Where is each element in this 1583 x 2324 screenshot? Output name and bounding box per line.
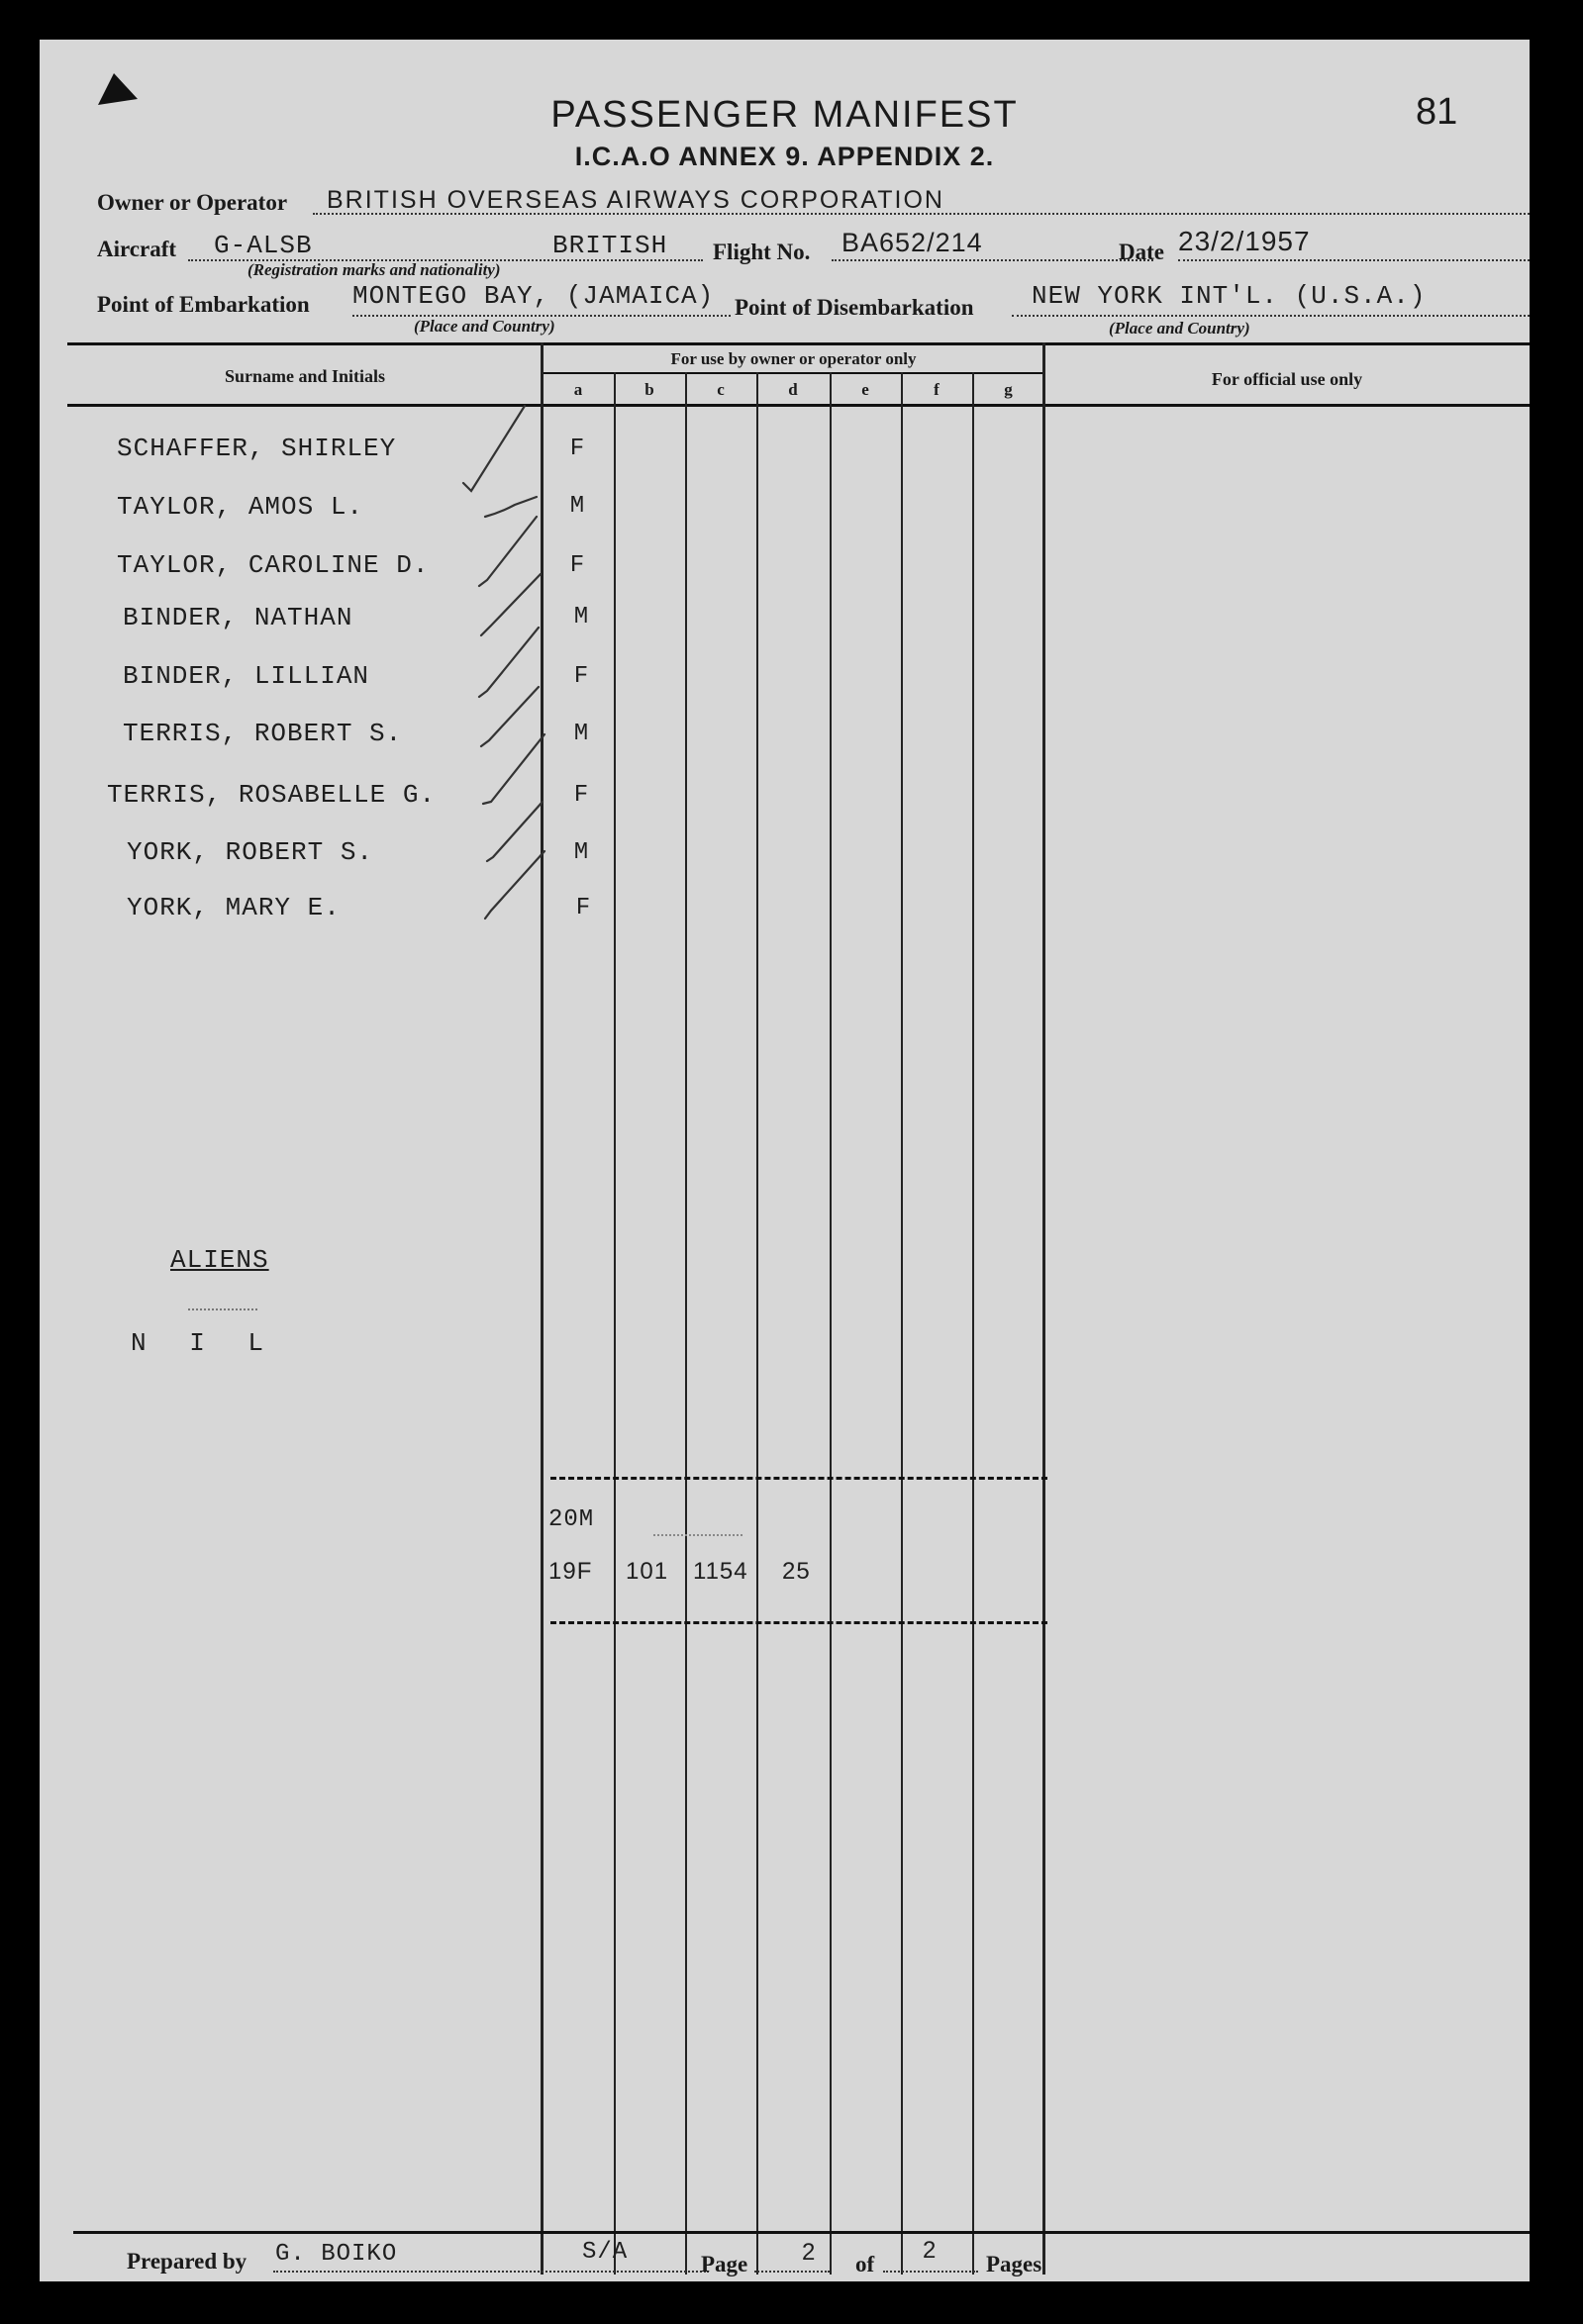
passenger-name: TAYLOR, AMOS L. [117,492,364,522]
pages-label: Pages [986,2252,1042,2276]
page-value: 2 [802,2239,817,2266]
column-divider-b [685,372,687,2275]
passenger-sex: M [573,604,589,630]
page-label: Page [701,2252,748,2276]
passenger-name: SCHAFFER, SHIRLEY [117,434,397,463]
column-divider-d [830,372,832,2275]
registration-caption: (Registration marks and nationality) [247,260,501,279]
flight-value: BA652/214 [841,228,983,257]
table-top-rule [67,342,1530,345]
passenger-sex: F [569,552,585,579]
column-divider-f [972,372,974,2275]
operator-header: For use by owner or operator only [670,349,917,368]
table-header-bottom-rule [67,404,1530,407]
embarkation-caption: (Place and Country) [414,317,555,336]
total-females: 19F [548,1558,593,1585]
embarkation-value: MONTEGO BAY, (JAMAICA) [352,281,715,311]
footer-rule [73,2231,1530,2234]
disembarkation-label: Point of Disembarkation [735,295,974,320]
passenger-name: BINDER, LILLIAN [123,661,370,691]
total-column-b: 101 [626,1558,669,1585]
aliens-label: ALIENS [170,1245,269,1275]
owner-value: BRITISH OVERSEAS AIRWAYS CORPORATION [327,186,944,214]
prepared-label: Prepared by [127,2249,247,2274]
totals-top-rule [550,1477,1047,1480]
passenger-name: TERRIS, ROBERT S. [123,719,403,748]
date-value: 23/2/1957 [1178,226,1311,256]
passenger-sex: F [573,663,589,690]
column-b-header: b [644,380,654,399]
aliens-dots [188,1308,257,1310]
passenger-name: TAYLOR, CAROLINE D. [117,550,430,580]
flight-rule [832,259,1153,261]
date-label: Date [1119,240,1164,264]
totals-bottom-rule [550,1621,1047,1624]
total-column-c: 1154 [693,1558,748,1585]
of-value: 2 [923,2237,938,2264]
embarkation-label: Point of Embarkation [97,292,310,317]
of-rule [883,2271,978,2273]
passenger-sex: M [569,493,585,520]
column-e-header: e [861,380,869,399]
disembarkation-rule [1012,315,1530,317]
page-number: 81 [1416,91,1458,133]
prepared-value: G. BOIKO [275,2241,398,2268]
column-f-header: f [934,380,940,399]
column-c-header: c [717,380,725,399]
column-g-header: g [1004,380,1013,399]
passenger-sex: F [575,895,591,921]
prepared-rule [273,2271,709,2273]
aliens-value: N I L [131,1328,278,1358]
of-label: of [855,2252,875,2276]
disembarkation-caption: (Place and Country) [1109,319,1250,338]
document-title: PASSENGER MANIFEST [550,94,1019,136]
column-divider-c [756,372,758,2275]
official-header: For official use only [1211,369,1363,389]
passenger-name: YORK, ROBERT S. [127,837,374,867]
column-divider-e [901,372,903,2275]
total-males: 20M [548,1506,595,1533]
passenger-sex: F [573,782,589,809]
column-divider-official [1042,342,1045,2275]
total-column-d: 25 [782,1558,811,1585]
totals-dots [653,1534,742,1536]
passenger-name: YORK, MARY E. [127,893,341,922]
column-a-header: a [573,380,583,399]
column-divider-a [614,372,616,2275]
operator-header-rule [543,372,1044,374]
aircraft-label: Aircraft [97,237,177,261]
passenger-sex: M [573,721,589,747]
surname-header: Surname and Initials [224,366,386,386]
passenger-name: BINDER, NATHAN [123,603,353,632]
sa-value: S/A [582,2239,629,2266]
check-marks [416,366,574,1000]
nationality-value: BRITISH [552,231,668,260]
passenger-sex: M [573,839,589,866]
passenger-sex: F [569,436,585,462]
flight-label: Flight No. [713,240,811,264]
page-rule [754,2271,830,2273]
owner-label: Owner or Operator [97,190,288,215]
date-rule [1178,259,1530,261]
manifest-page [40,40,1530,2281]
passenger-name: TERRIS, ROSABELLE G. [107,780,437,810]
column-d-header: d [788,380,798,399]
document-subtitle: I.C.A.O ANNEX 9. APPENDIX 2. [574,142,995,171]
aircraft-value: G-ALSB [214,231,313,260]
disembarkation-value: NEW YORK INT'L. (U.S.A.) [1032,281,1427,311]
